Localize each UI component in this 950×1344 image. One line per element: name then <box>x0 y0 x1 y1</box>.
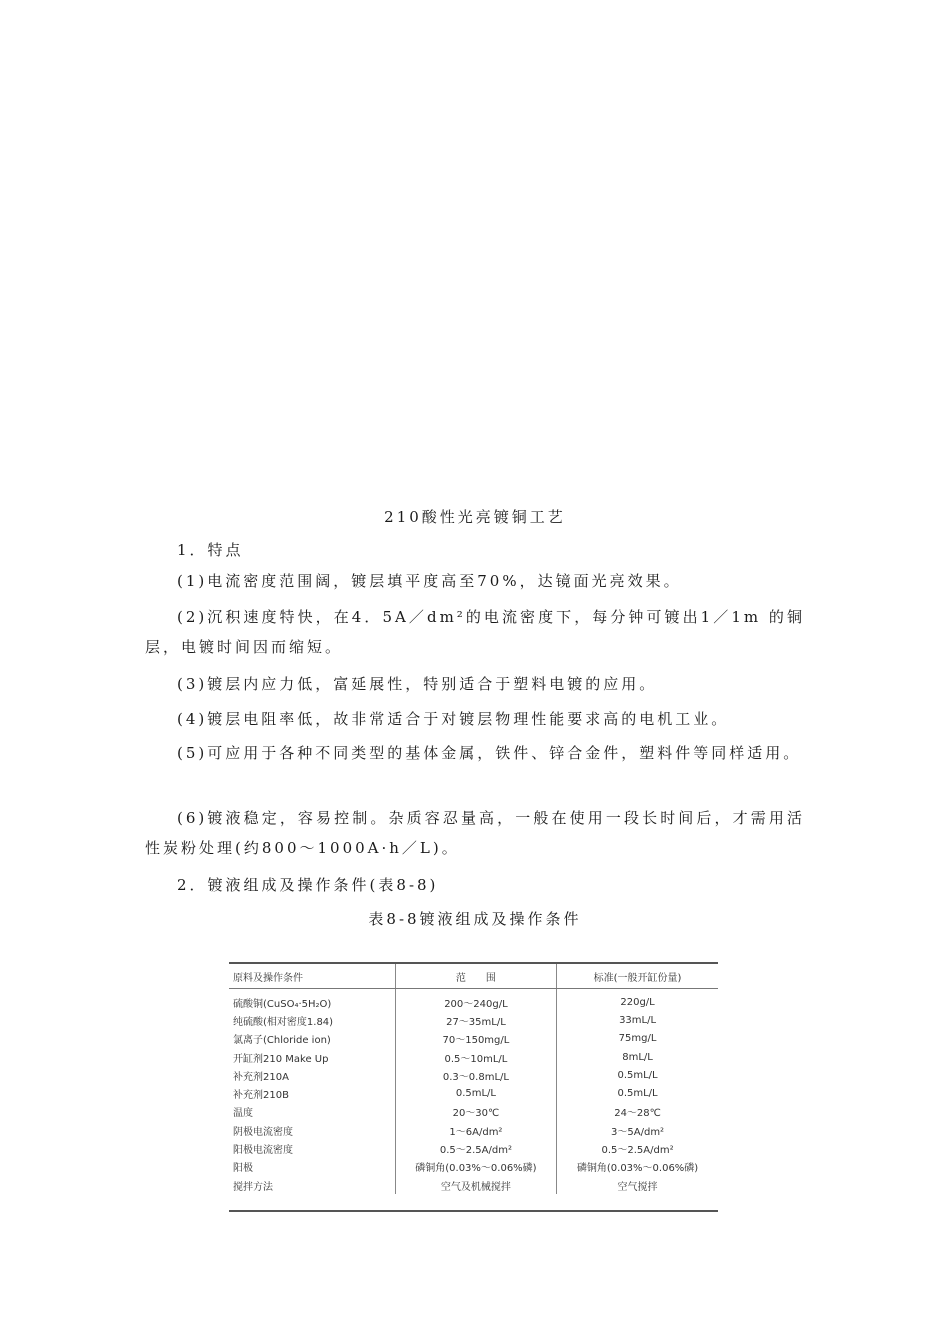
table-cell: 0.5～2.5A/dm² <box>557 1139 718 1157</box>
table-cell: 空气及机械搅拌 <box>395 1176 556 1194</box>
table-cell: 27～35mL/L <box>395 1011 556 1029</box>
table-cell: 0.5mL/L <box>557 1066 718 1084</box>
table-row <box>229 1011 718 1029</box>
feature-point-6: (6)镀液稳定，容易控制。杂质容忍量高，一般在使用一段长时间后，才需用活性炭粉处理(约800～1000A·h／L)。 <box>145 809 805 857</box>
table-row <box>229 1176 718 1194</box>
table-cell: 空气搅拌 <box>557 1176 718 1194</box>
table-cell: 搅拌方法 <box>233 1181 273 1193</box>
section-heading-features: 1．特点 <box>177 541 244 559</box>
table-row <box>229 1066 718 1084</box>
table-cell: 200～240g/L <box>395 989 556 1012</box>
table-cell: 1～6A/dm² <box>395 1121 556 1139</box>
table-row <box>229 1158 718 1176</box>
table-row <box>229 1103 718 1121</box>
table-cell: 70～150mg/L <box>395 1030 556 1048</box>
table-row <box>229 1139 718 1157</box>
feature-point-1: (1)电流密度范围阔，镀层填平度高至70%，达镜面光亮效果。 <box>177 572 682 590</box>
table-cell: 阳极 <box>233 1163 253 1175</box>
table-cell: 0.5mL/L <box>395 1084 556 1102</box>
table-cell: 3～5A/dm² <box>557 1121 718 1139</box>
composition-table <box>229 962 718 1212</box>
table-cell: 氯离子(Chloride ion) <box>233 1035 331 1047</box>
table-row <box>229 1121 718 1139</box>
table-cell: 20～30℃ <box>395 1103 556 1121</box>
table-row <box>229 989 718 1012</box>
table-header-row <box>229 964 718 989</box>
table-cell: 补充剂210B <box>233 1090 289 1102</box>
table-cell: 阴极电流密度 <box>233 1126 293 1138</box>
feature-point-3: (3)镀层内应力低，富延展性，特别适合于塑料电镀的应用。 <box>177 675 658 693</box>
table-row <box>229 1030 718 1048</box>
table-header-cell: 标准(一般开缸份量) <box>557 964 718 989</box>
table-cell: 0.3～0.8mL/L <box>395 1066 556 1084</box>
table-cell: 220g/L <box>557 989 718 1012</box>
table-cell: 补充剂210A <box>233 1071 289 1083</box>
table-row <box>229 1048 718 1066</box>
feature-point-2: (2)沉积速度特快，在4．5A／dm²的电流密度下，每分钟可镀出1／1m 的铜层，电镀时间因而缩短。 <box>145 608 805 656</box>
table-header-cell: 原料及操作条件 <box>229 964 395 989</box>
feature-point-5: (5)可应用于各种不同类型的基体金属，铁件、锌合金件，塑料件等同样适用。 <box>177 744 802 762</box>
table-cell: 阳极电流密度 <box>233 1145 293 1157</box>
table-row <box>229 1084 718 1102</box>
section-heading-composition: 2．镀液组成及操作条件(表8-8) <box>177 876 439 894</box>
table-cell: 75mg/L <box>557 1030 718 1048</box>
feature-point-4: (4)镀层电阻率低，故非常适合于对镀层物理性能要求高的电机工业。 <box>177 710 730 728</box>
table-cell: 纯硫酸(相对密度1.84) <box>233 1016 334 1028</box>
table-header-cell: 范 围 <box>395 964 556 989</box>
table-cell: 磷铜角(0.03%～0.06%磷) <box>557 1158 718 1176</box>
table-cell: 0.5～2.5A/dm² <box>395 1139 556 1157</box>
table-cell: 0.5～10mL/L <box>395 1048 556 1066</box>
table-cell: 24～28℃ <box>557 1103 718 1121</box>
table-cell: 0.5mL/L <box>557 1084 718 1102</box>
document-title: 210酸性光亮镀铜工艺 <box>384 508 566 526</box>
table-cell: 磷铜角(0.03%～0.06%磷) <box>395 1158 556 1176</box>
table-cell: 33mL/L <box>557 1011 718 1029</box>
table-cell: 8mL/L <box>557 1048 718 1066</box>
table-cell: 硫酸铜(CuSO₄·5H₂O) <box>233 998 332 1010</box>
table-cell: 开缸剂210 Make Up <box>233 1053 329 1065</box>
table-cell: 温度 <box>233 1108 253 1120</box>
table-caption: 表8-8镀液组成及操作条件 <box>368 910 582 928</box>
composition-table-grid <box>229 964 718 1194</box>
